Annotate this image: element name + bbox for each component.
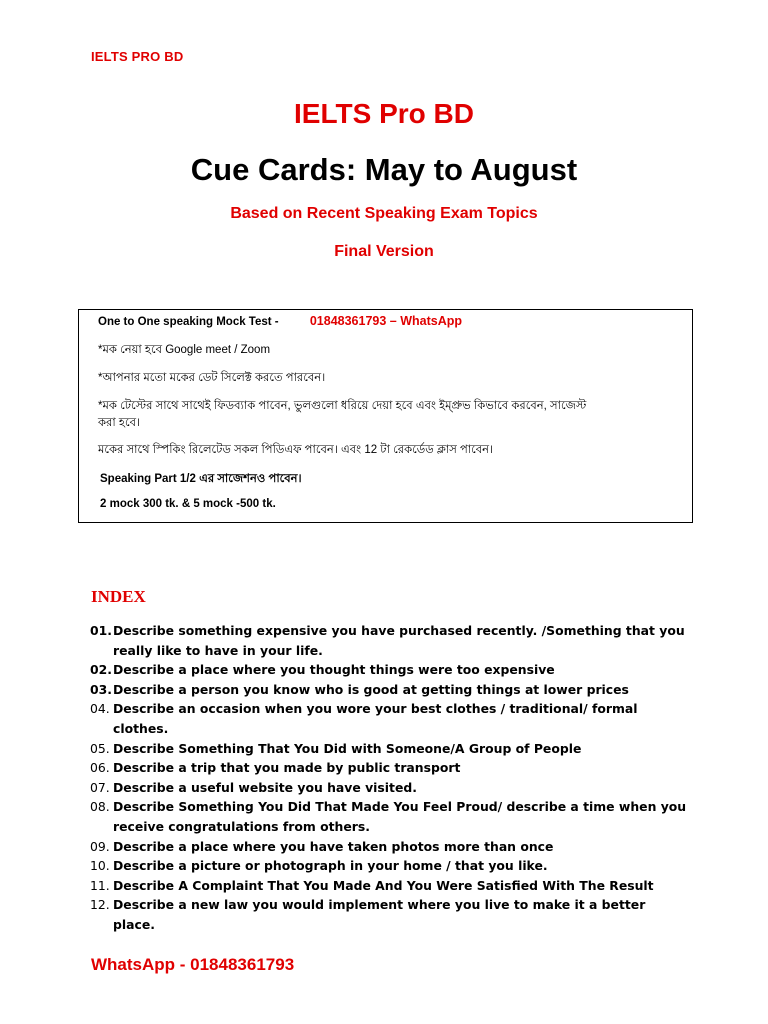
index-number: 01. [90, 623, 112, 638]
index-number: 11. [90, 877, 110, 893]
promo-line-mock-test [98, 314, 462, 328]
index-heading: INDEX [91, 587, 146, 606]
index-item [90, 797, 690, 836]
index-item [90, 660, 690, 680]
index-topic: Describe a place where you thought things were too expensive [113, 662, 555, 678]
index-topic: Describe Something You Did That Made You Feel Proud/ describe a time when you receive congratulations from others. [113, 799, 687, 834]
index-topic: Describe a person you know who is good at getting things at lower prices [113, 681, 629, 697]
index-number: 10. [90, 858, 110, 874]
index-topic: Describe a place where you have taken photos more than once [113, 838, 554, 854]
promo-phone[interactable]: 01848361793 – WhatsApp [309, 314, 463, 328]
document-title: IELTS Pro BD [294, 98, 474, 129]
promo-line-price: 2 mock 300 tk. & 5 mock -500 tk. [100, 498, 276, 510]
index-item [90, 876, 690, 896]
index-item [90, 895, 690, 934]
index-number: 02. [90, 662, 112, 678]
index-item [90, 680, 690, 700]
index-item [90, 621, 690, 660]
promo-mock-test-label: One to One speaking Mock Test - [98, 316, 279, 328]
promo-line-feedback-cont: করা হবে। [98, 417, 141, 429]
index-topic: Describe something expensive you have purchased recently. /Something that you really like to have in your life. [113, 623, 685, 658]
index-topic: Describe A Complaint That You Made And You Were Satisfied With The Result [113, 877, 654, 893]
document-tagline: Based on Recent Speaking Exam Topics [230, 205, 538, 222]
index-number: 08. [90, 799, 110, 815]
index-topic: Describe an occasion when you wore your best clothes / traditional/ formal clothes. [113, 701, 638, 736]
index-number: 09. [90, 838, 110, 854]
index-number: 05. [90, 740, 110, 756]
index-topic: Describe a new law you would implement where you live to make it a better place. [113, 897, 646, 932]
promo-line-suggestion: Speaking Part 1/2 এর সাজেশনও পাবেন। [100, 473, 302, 485]
promo-box [78, 309, 693, 523]
document-version: Final Version [334, 243, 434, 260]
index-list [90, 621, 690, 935]
promo-line-pdf: মকের সাথে স্পিকিং রিলেটেড সকল পিডিএফ পাবেন। এবং 12 টা রেকর্ডেড ক্লাস পাবেন। [98, 444, 494, 456]
index-item [90, 739, 690, 759]
index-item [90, 856, 690, 876]
index-number: 12. [90, 897, 110, 913]
index-item [90, 699, 690, 738]
index-item [90, 758, 690, 778]
index-item [90, 778, 690, 798]
index-number: 03. [90, 681, 112, 697]
index-topic: Describe a picture or photograph in your home / that you like. [113, 858, 548, 874]
promo-line-meet: *মক নেয়া হবে Google meet / Zoom [98, 344, 271, 356]
promo-line-feedback: *মক টেস্টের সাথে সাথেই ফিডব্যাক পাবেন, ভুলগুলো ধরিয়ে দেয়া হবে এবং ইম্প্রুভ কিভাবে করবেন, সাজেস্ট [98, 400, 587, 412]
index-topic: Describe a trip that you made by public transport [113, 760, 461, 776]
index-topic: Describe a useful website you have visited. [113, 779, 417, 795]
promo-line-date: *আপনার মতো মকের ডেট সিলেক্ট করতে পারবেন। [98, 372, 326, 384]
document-subtitle: Cue Cards: May to August [190, 152, 578, 187]
index-number: 06. [90, 760, 110, 776]
footer-whatsapp-contact[interactable]: WhatsApp - 01848361793 [91, 955, 295, 974]
index-topic: Describe Something That You Did with Someone/A Group of People [113, 740, 582, 756]
index-number: 04. [90, 701, 110, 717]
header-label: IELTS PRO BD [91, 49, 184, 64]
index-item [90, 837, 690, 857]
index-number: 07. [90, 779, 110, 795]
